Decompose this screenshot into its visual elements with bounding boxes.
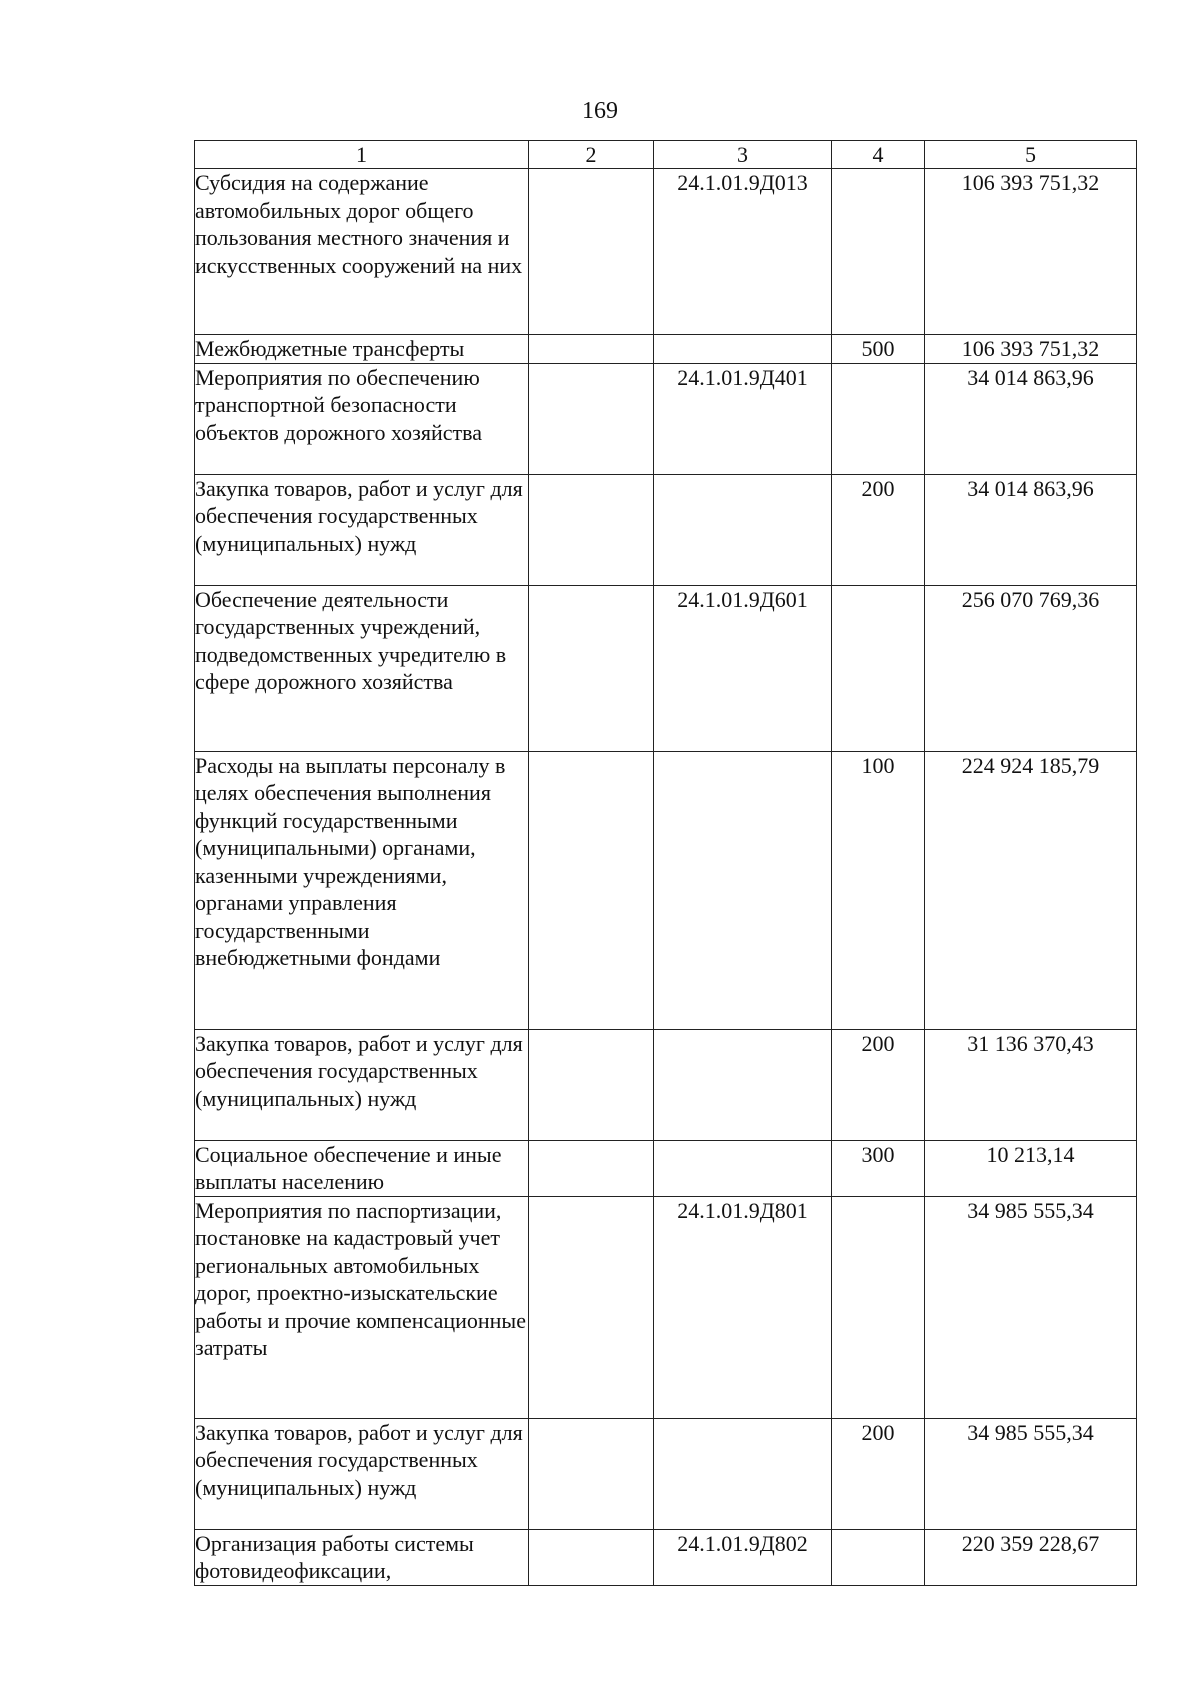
row-type-cell (832, 1196, 925, 1418)
table-row (195, 335, 1137, 364)
row-code-cell: 24.1.01.9Д013 (654, 169, 832, 335)
row-type-cell: 500 (832, 335, 925, 364)
row-amount-cell: 106 393 751,32 (925, 335, 1137, 364)
row-code-cell (654, 1029, 832, 1140)
row-type-cell (832, 363, 925, 474)
row-name-cell: Межбюджетные трансферты (195, 335, 529, 364)
column-header-4: 4 (832, 141, 925, 169)
row-code-cell: 24.1.01.9Д601 (654, 585, 832, 751)
table-row (195, 1418, 1137, 1529)
page-number: 169 (582, 98, 618, 124)
row-name-cell: Обеспечение деятельности государственных учреждений, подведомственных учредителю в сфере дорожного хозяйства (195, 585, 529, 751)
row-amount-cell: 10 213,14 (925, 1140, 1137, 1196)
table-header-row (195, 141, 1137, 169)
column-header-5: 5 (925, 141, 1137, 169)
row-name-cell: Закупка товаров, работ и услуг для обеспечения государственных (муниципальных) нужд (195, 474, 529, 585)
row-amount-cell: 34 985 555,34 (925, 1418, 1137, 1529)
row-column-2-cell (529, 751, 654, 1029)
row-type-cell: 200 (832, 474, 925, 585)
row-name-cell: Закупка товаров, работ и услуг для обеспечения государственных (муниципальных) нужд (195, 1029, 529, 1140)
row-column-2-cell (529, 585, 654, 751)
table-row (195, 1529, 1137, 1585)
row-amount-cell: 220 359 228,67 (925, 1529, 1137, 1585)
row-amount-cell: 34 014 863,96 (925, 363, 1137, 474)
table-row (195, 585, 1137, 751)
row-column-2-cell (529, 335, 654, 364)
row-type-cell: 300 (832, 1140, 925, 1196)
row-column-2-cell (529, 1140, 654, 1196)
table-row (195, 751, 1137, 1029)
row-code-cell (654, 1140, 832, 1196)
row-column-2-cell (529, 1196, 654, 1418)
row-amount-cell: 34 985 555,34 (925, 1196, 1137, 1418)
row-code-cell (654, 474, 832, 585)
table-row (195, 1140, 1137, 1196)
table-row (195, 474, 1137, 585)
table-row (195, 363, 1137, 474)
row-amount-cell: 224 924 185,79 (925, 751, 1137, 1029)
row-column-2-cell (529, 169, 654, 335)
row-name-cell: Закупка товаров, работ и услуг для обеспечения государственных (муниципальных) нужд (195, 1418, 529, 1529)
row-code-cell (654, 1418, 832, 1529)
row-code-cell (654, 335, 832, 364)
row-code-cell: 24.1.01.9Д401 (654, 363, 832, 474)
column-header-1: 1 (195, 141, 529, 169)
row-type-cell (832, 585, 925, 751)
table-row (195, 169, 1137, 335)
row-column-2-cell (529, 363, 654, 474)
row-code-cell: 24.1.01.9Д802 (654, 1529, 832, 1585)
row-name-cell: Социальное обеспечение и иные выплаты населению (195, 1140, 529, 1196)
row-name-cell: Расходы на выплаты персоналу в целях обеспечения выполнения функций государственными (муниципальными) органами, казенными учреждениями, органами управления государственными внебюджетными фондами (195, 751, 529, 1029)
row-code-cell: 24.1.01.9Д801 (654, 1196, 832, 1418)
row-name-cell: Мероприятия по паспортизации, постановке на кадастровый учет региональных автомобильных дорог, проектно-изыскательские работы и прочие компенсационные затраты (195, 1196, 529, 1418)
row-type-cell: 200 (832, 1029, 925, 1140)
row-column-2-cell (529, 1529, 654, 1585)
row-column-2-cell (529, 1029, 654, 1140)
row-column-2-cell (529, 474, 654, 585)
row-type-cell: 100 (832, 751, 925, 1029)
row-type-cell (832, 1529, 925, 1585)
row-code-cell (654, 751, 832, 1029)
row-column-2-cell (529, 1418, 654, 1529)
row-name-cell: Субсидия на содержание автомобильных дорог общего пользования местного значения и искусственных сооружений на них (195, 169, 529, 335)
row-amount-cell: 31 136 370,43 (925, 1029, 1137, 1140)
row-name-cell: Мероприятия по обеспечению транспортной безопасности объектов дорожного хозяйства (195, 363, 529, 474)
row-amount-cell: 34 014 863,96 (925, 474, 1137, 585)
row-type-cell: 200 (832, 1418, 925, 1529)
row-name-cell: Организация работы системы фотовидеофиксации, (195, 1529, 529, 1585)
row-amount-cell: 106 393 751,32 (925, 169, 1137, 335)
budget-table (194, 140, 1137, 1586)
table-row (195, 1196, 1137, 1418)
column-header-3: 3 (654, 141, 832, 169)
row-type-cell (832, 169, 925, 335)
row-amount-cell: 256 070 769,36 (925, 585, 1137, 751)
table-body (195, 169, 1137, 1586)
column-header-2: 2 (529, 141, 654, 169)
table-row (195, 1029, 1137, 1140)
